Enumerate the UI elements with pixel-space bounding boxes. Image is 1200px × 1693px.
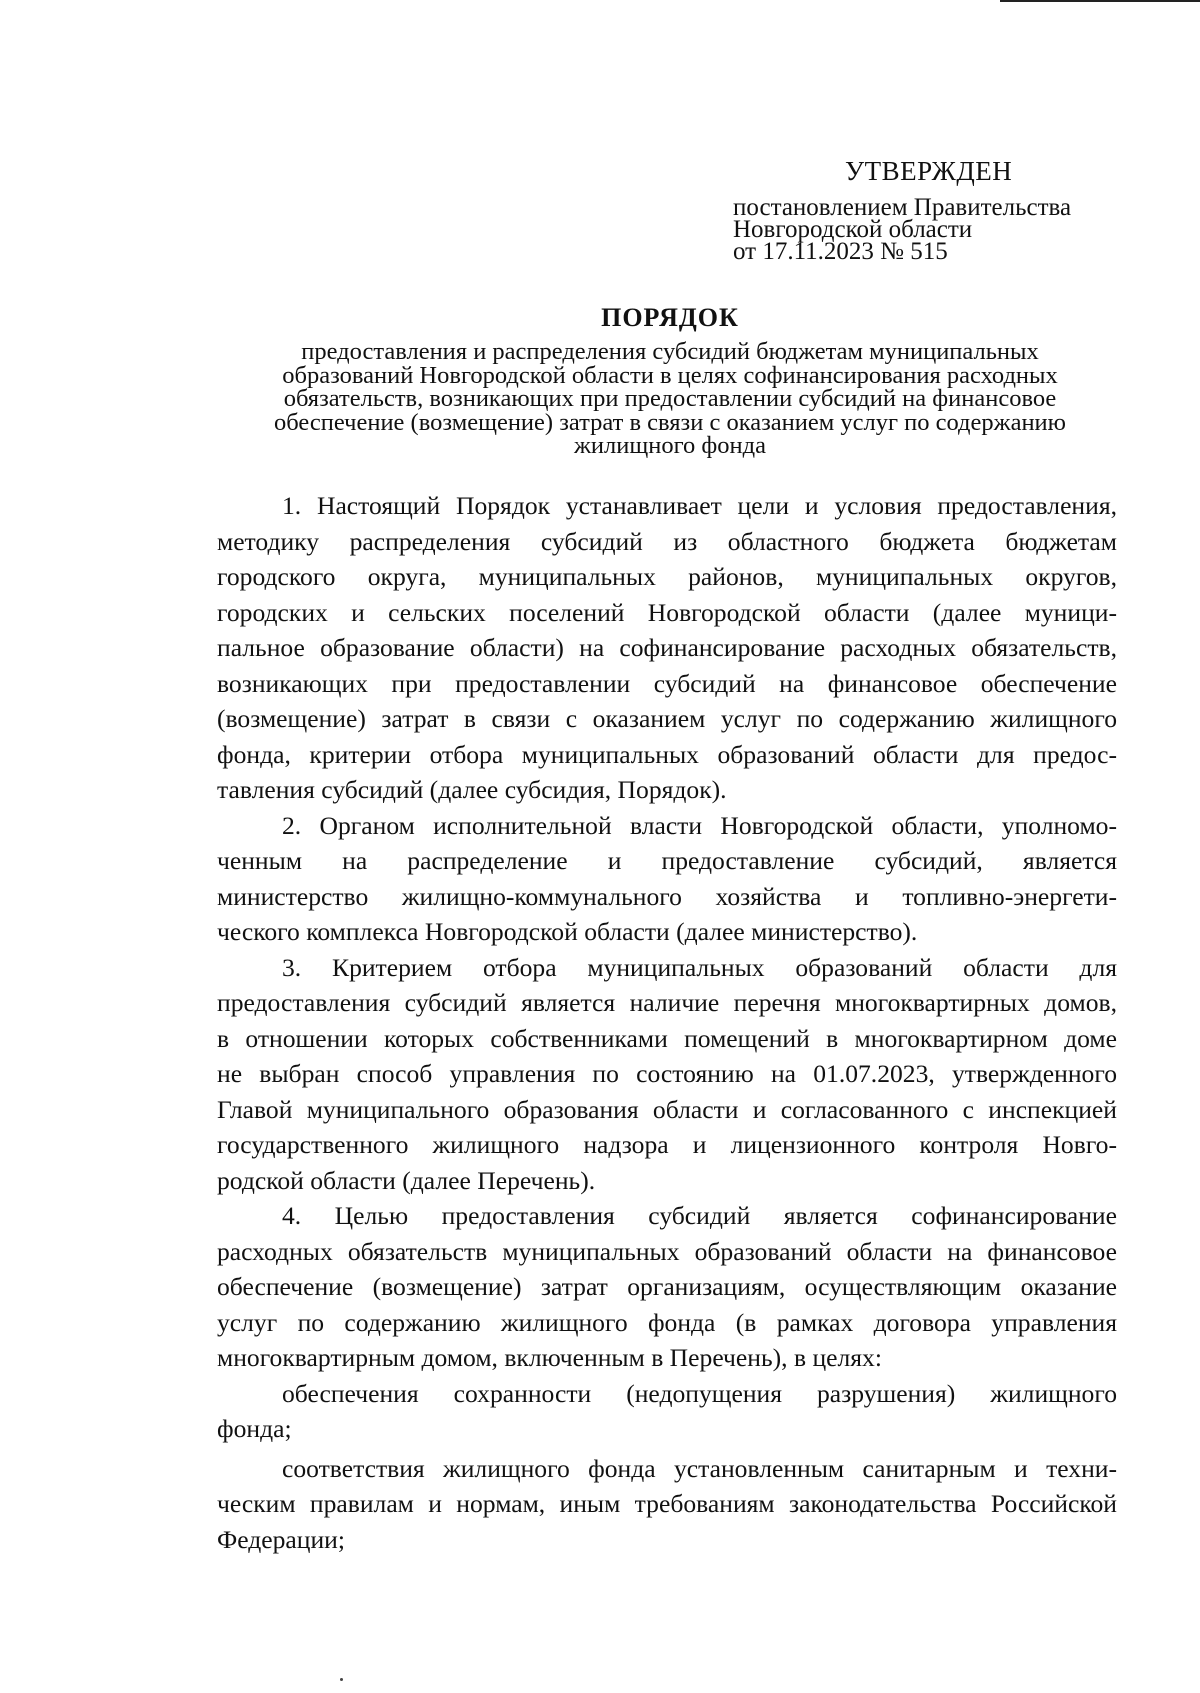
subtitle-line: обязательств, возникающих при предоставлении субсидий на финансовое <box>283 385 1057 412</box>
paragraph-line: министерство жилищно-коммунального хозяйства и топливно-энергети- <box>217 881 1117 911</box>
paragraph-line: многоквартирным домом, включенным в Перечень), в целях: <box>217 1343 882 1372</box>
paragraph-2 <box>217 808 1117 950</box>
paragraph-line: обеспечение (возмещение) затрат организациям, осуществляющим оказание <box>217 1272 1117 1301</box>
approval-stamp-block <box>733 155 1153 263</box>
paragraph-line: ческим правилам и нормам, иным требованиям законодательства Российской <box>217 1489 1117 1518</box>
paragraph-line: Главой муниципального образования области и согласованного с инспекцией <box>217 1094 1117 1124</box>
paragraph-line: в отношении которых собственниками помещений в многоквартирном доме <box>217 1023 1117 1053</box>
paragraph-line: (возмещение) затрат в связи с оказанием услуг по содержанию жилищного <box>217 704 1117 733</box>
paragraph-line: возникающих при предоставлении субсидий на финансовое обеспечение <box>217 668 1117 698</box>
paragraph-5 <box>217 1376 1117 1447</box>
paragraph-1 <box>217 488 1117 808</box>
paragraph-line: государственного жилищного надзора и лицензионного контроля Новго- <box>217 1130 1117 1159</box>
paragraph-line: тавления субсидий (далее субсидия, Порядок). <box>217 775 727 804</box>
document-subtitle <box>200 340 1140 458</box>
paragraph-4 <box>217 1198 1117 1376</box>
paragraph-line: фонда; <box>217 1414 292 1443</box>
paragraph-line: 3. Критерием отбора муниципальных образований области для <box>282 952 1117 982</box>
paragraph-line: расходных обязательств муниципальных образований области на финансовое <box>217 1236 1117 1266</box>
paragraph-6 <box>217 1451 1117 1558</box>
paragraph-line: не выбран способ управления по состоянию на 01.07.2023, утвержденного <box>217 1059 1117 1088</box>
subtitle-line: образований Новгородской области в целях софинансирования расходных <box>282 361 1058 389</box>
paragraph-line: обеспечения сохранности (недопущения разрушения) жилищного <box>282 1378 1117 1408</box>
approval-heading: УТВЕРЖДЕН <box>845 156 1013 186</box>
paragraph-line: 2. Органом исполнительной власти Новгородской области, уполномо- <box>282 810 1117 840</box>
subtitle-line: обеспечение (возмещение) затрат в связи с оказанием услуг по содержанию <box>274 408 1066 436</box>
subtitle-line: предоставления и распределения субсидий бюджетам муниципальных <box>301 338 1039 365</box>
paragraph-line: предоставления субсидий является наличие перечня многоквартирных домов, <box>217 988 1117 1017</box>
document-title: ПОРЯДОК <box>601 303 739 332</box>
paragraph-line: городского округа, муниципальных районов, муниципальных округов, <box>217 562 1117 591</box>
paragraph-line: Федерации; <box>217 1524 345 1554</box>
scan-speck <box>340 1678 343 1681</box>
approval-line: постановлением Правительства <box>733 194 1072 221</box>
approval-line: Новгородской области <box>733 216 973 243</box>
document-body <box>217 488 1117 1557</box>
paragraph-line: ческого комплекса Новгородской области (далее министерство). <box>217 917 918 946</box>
approval-line: от 17.11.2023 № 515 <box>733 238 948 265</box>
paragraph-line: ченным на распределение и предоставление субсидий, является <box>217 846 1117 875</box>
paragraph-line: 1. Настоящий Порядок устанавливает цели и условия предоставления, <box>282 491 1117 520</box>
paragraph-line: фонда, критерии отбора муниципальных образований области для предос- <box>217 739 1117 769</box>
paragraph-line: услуг по содержанию жилищного фонда (в рамках договора управления <box>217 1307 1117 1337</box>
paragraph-line: 4. Целью предоставления субсидий является софинансирование <box>282 1201 1117 1230</box>
paragraph-line: методику распределения субсидий из областного бюджета бюджетам <box>217 526 1117 556</box>
paragraph-line: городских и сельских поселений Новгородской области (далее муници- <box>217 597 1117 627</box>
subtitle-line: жилищного фонда <box>574 432 766 459</box>
paragraph-3 <box>217 950 1117 1199</box>
top-edge-line <box>1000 0 1200 2</box>
paragraph-line: пальное образование области) на софинансирование расходных обязательств, <box>217 633 1117 662</box>
paragraph-line: соответствия жилищного фонда установленным санитарным и техни- <box>282 1453 1117 1483</box>
paragraph-line: родской области (далее Перечень). <box>217 1165 596 1195</box>
